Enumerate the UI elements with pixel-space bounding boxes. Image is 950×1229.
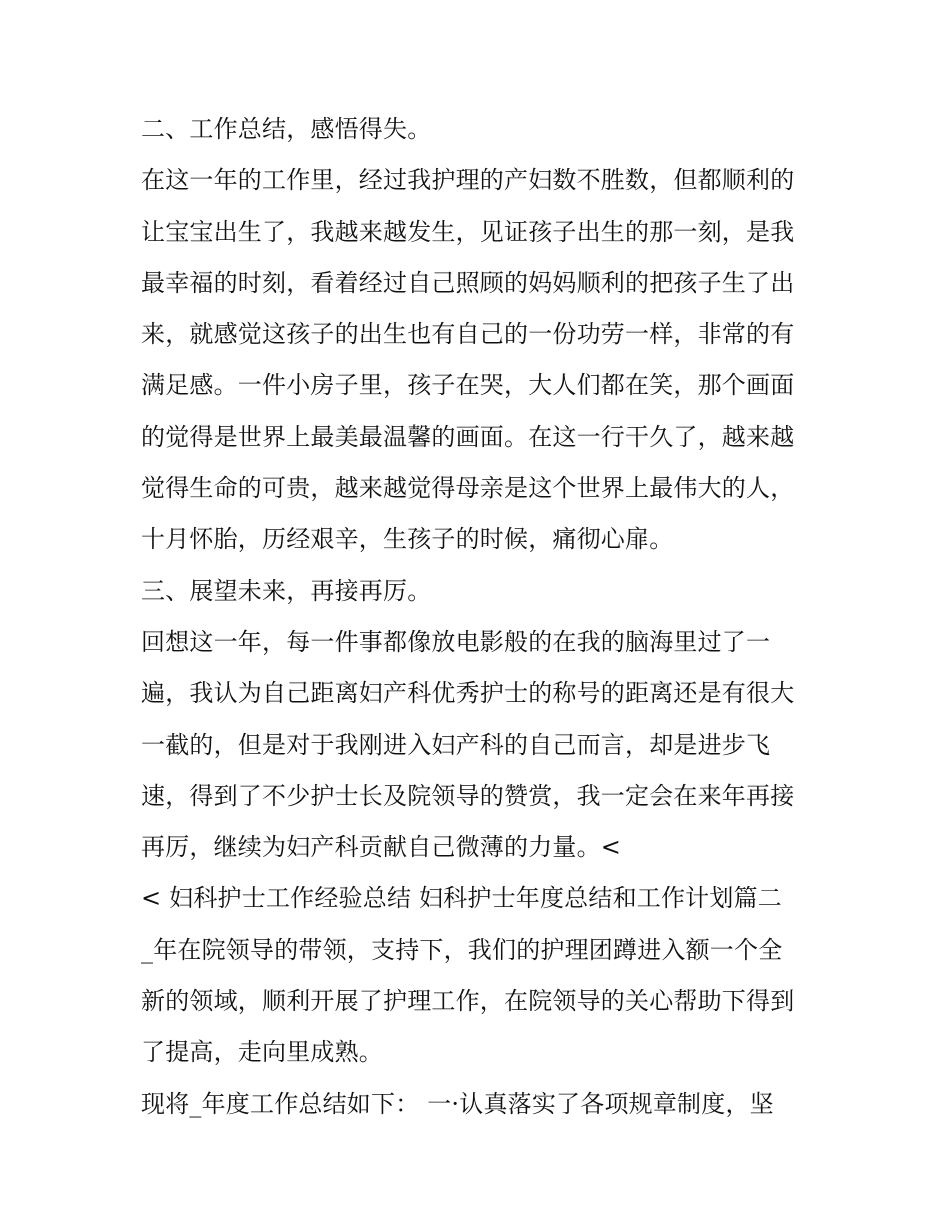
- paragraph-line: 十月怀胎，历经艰辛，生孩子的时候，痛彻心扉。: [141, 525, 674, 554]
- paragraph-line: 的觉得是世界上最美最温馨的画面。在这一行干久了，越来越: [141, 422, 795, 451]
- paragraph-line: 在这一年的工作里，经过我护理的产妇数不胜数，但都顺利的: [141, 166, 795, 195]
- paragraph-line: 遍，我认为自己距离妇产科优秀护士的称号的距离还是有很大: [141, 679, 795, 708]
- document-body: [141, 104, 821, 1130]
- section-heading-summary: 二、工作总结，感悟得失。: [141, 115, 432, 143]
- paragraph-line: 觉得生命的可贵，越来越觉得母亲是这个世界上最伟大的人，: [141, 474, 795, 503]
- paragraph-line: 来，就感觉这孩子的出生也有自己的一份功劳一样，非常的有: [141, 320, 795, 349]
- paragraph-line: 速，得到了不少护士长及院领导的赞赏，我一定会在来年再接: [141, 781, 795, 810]
- article-title-line: < 妇科护士工作经验总结 妇科护士年度总结和工作计划篇二: [141, 884, 782, 913]
- paragraph-line: 最幸福的时刻，看着经过自己照顾的妈妈顺利的把孩子生了出: [141, 268, 795, 297]
- paragraph-line: 让宝宝出生了，我越来越发生，见证孩子出生的那一刻，是我: [141, 217, 795, 246]
- paragraph-line: 现将_年度工作总结如下： 一·认真落实了各项规章制度，坚: [141, 1089, 774, 1118]
- paragraph-line: 了提高，走向里成熟。: [141, 1038, 383, 1067]
- section-heading-outlook: 三、展望未来，再接再厉。: [141, 576, 432, 605]
- paragraph-line: 回想这一年，每一件事都像放电影般的在我的脑海里过了一: [141, 627, 771, 656]
- paragraph-line: 再厉，继续为妇产科贡献自己微薄的力量。<: [141, 833, 622, 862]
- paragraph-line: 新的领域，顺利开展了护理工作，在院领导的关心帮助下得到: [141, 987, 795, 1016]
- paragraph-line: 满足感。一件小房子里，孩子在哭，大人们都在笑，那个画面: [141, 371, 795, 400]
- paragraph-line: _年在院领导的带领，支持下，我们的护理团蹲进入额一个全: [141, 935, 783, 964]
- paragraph-line: 一截的，但是对于我刚进入妇产科的自己而言，却是进步飞: [141, 730, 771, 759]
